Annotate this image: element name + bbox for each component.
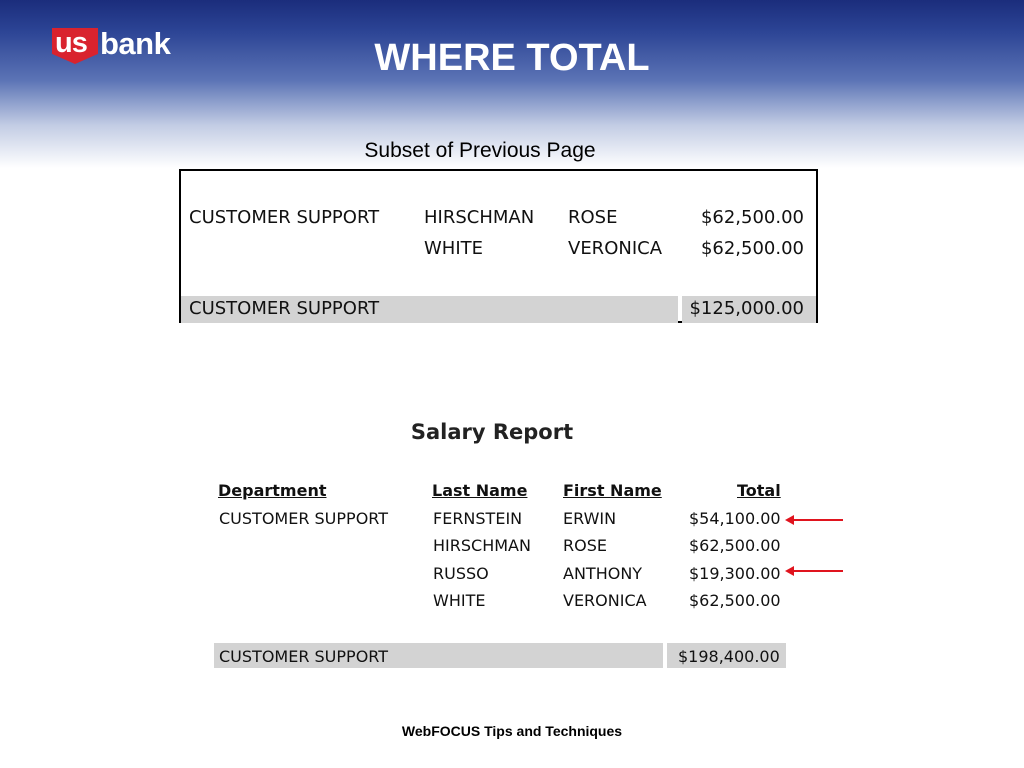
subset-row-1-first-name: ROSE <box>568 207 618 228</box>
report-row-1-total: $54,100.00 <box>689 509 781 528</box>
report-row-3-first-name: ANTHONY <box>563 564 643 583</box>
report-row-4-last-name: WHITE <box>433 591 486 610</box>
report-row-4-total: $62,500.00 <box>689 591 781 610</box>
subset-caption: Subset of Previous Page <box>364 139 596 162</box>
subset-row-1-total: $62,500.00 <box>700 207 804 228</box>
slide-footer: WebFOCUS Tips and Techniques <box>401 723 623 739</box>
column-header-first-name: First Name <box>563 481 662 500</box>
subset-row-2-total: $62,500.00 <box>700 238 804 259</box>
report-row-1-department: CUSTOMER SUPPORT <box>219 509 389 528</box>
report-row-1-first-name: ERWIN <box>563 509 617 528</box>
subset-row-1-last-name: HIRSCHMAN <box>424 207 535 228</box>
column-header-last-name: Last Name <box>432 481 528 500</box>
report-row-1-last-name: FERNSTEIN <box>433 509 523 528</box>
logo-bank-text: bank <box>100 26 171 61</box>
report-row-4-first-name: VERONICA <box>563 591 647 610</box>
column-header-total: Total <box>737 481 781 500</box>
subset-total-row <box>181 296 816 323</box>
report-title: Salary Report <box>410 420 574 444</box>
report-row-3-last-name: RUSSO <box>433 564 489 583</box>
report-row-2-last-name: HIRSCHMAN <box>433 536 531 555</box>
subset-table <box>179 169 818 323</box>
report-total-label: CUSTOMER SUPPORT <box>219 647 389 666</box>
subset-row-1-department: CUSTOMER SUPPORT <box>189 207 380 228</box>
subset-total-label: CUSTOMER SUPPORT <box>189 298 380 319</box>
subset-row-2-last-name: WHITE <box>424 238 484 259</box>
slide-title: WHERE TOTAL <box>374 37 650 79</box>
column-header-department: Department <box>218 481 327 500</box>
report-row-3-total: $19,300.00 <box>689 564 781 583</box>
report-row-2-total: $62,500.00 <box>689 536 781 555</box>
report-total-value: $198,400.00 <box>678 647 780 666</box>
subset-total-value: $125,000.00 <box>689 298 804 319</box>
logo-us-text: us <box>55 27 87 59</box>
subset-row-2-first-name: VERONICA <box>568 238 663 259</box>
report-row-2-first-name: ROSE <box>563 536 607 555</box>
